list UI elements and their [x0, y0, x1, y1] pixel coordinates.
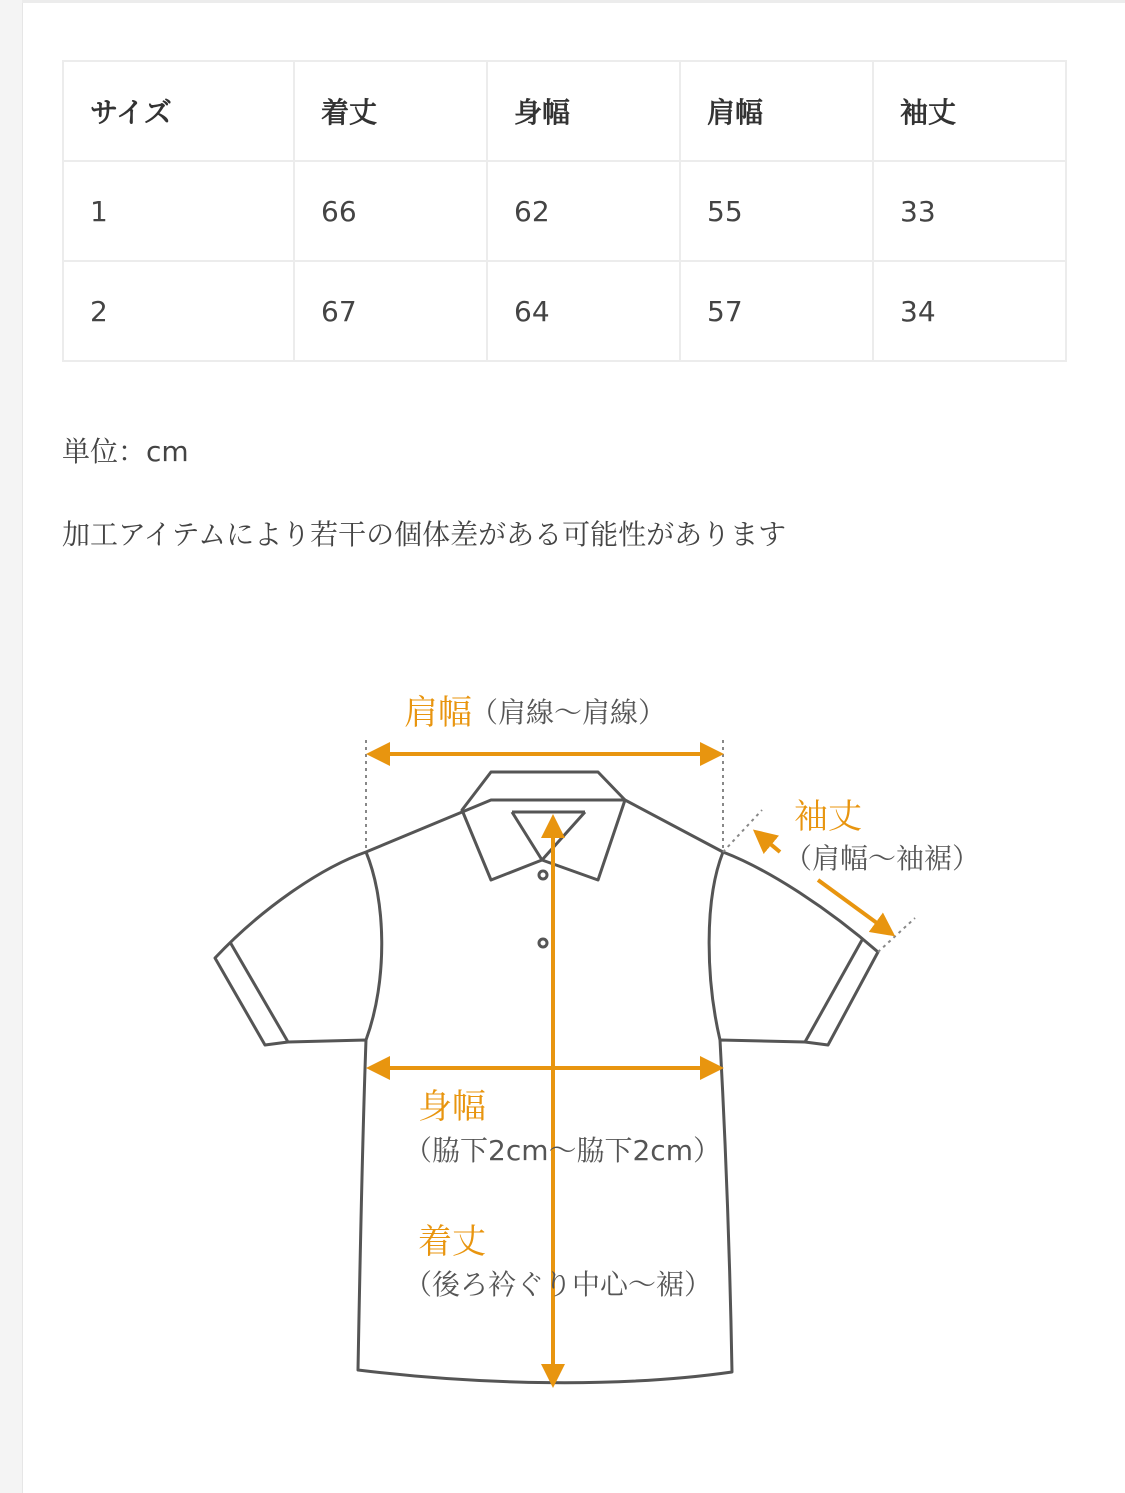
table-cell: 33 — [873, 161, 1066, 261]
header-chest: 身幅 — [487, 61, 680, 161]
left-gutter — [0, 0, 23, 1493]
table-row — [63, 261, 1066, 361]
size-chart-section — [62, 60, 1067, 362]
measurement-diagram — [200, 680, 1020, 1410]
size-table — [62, 60, 1067, 362]
sleeve-label: 袖丈 — [794, 797, 862, 837]
top-rule — [22, 0, 1125, 7]
table-cell: 67 — [294, 261, 487, 361]
header-shoulder: 肩幅 — [680, 61, 873, 161]
table-cell: 55 — [680, 161, 873, 261]
length-detail: （後ろ衿ぐり中心～裾） — [404, 1268, 713, 1301]
table-cell: 62 — [487, 161, 680, 261]
chest-detail: （脇下2cm～脇下2cm） — [404, 1134, 721, 1167]
shoulder-label: 肩幅 — [404, 693, 472, 733]
table-cell: 66 — [294, 161, 487, 261]
sleeve-arrow-bottom — [818, 880, 892, 934]
table-cell: 64 — [487, 261, 680, 361]
table-cell: 1 — [63, 161, 294, 261]
length-label: 着丈 — [418, 1222, 486, 1262]
sleeve-detail: （肩幅～袖裾） — [784, 842, 981, 875]
header-length: 着丈 — [294, 61, 487, 161]
shoulder-detail: （肩線～肩線） — [470, 696, 667, 729]
table-cell: 34 — [873, 261, 1066, 361]
unit-note: 単位：cm — [62, 435, 189, 468]
table-header-row — [63, 61, 1066, 161]
chest-label: 身幅 — [418, 1087, 486, 1127]
variance-note: 加工アイテムにより若干の個体差がある可能性があります — [62, 518, 787, 551]
table-cell: 57 — [680, 261, 873, 361]
header-sleeve: 袖丈 — [873, 61, 1066, 161]
table-cell: 2 — [63, 261, 294, 361]
sleeve-arrow-top — [756, 832, 780, 852]
table-row — [63, 161, 1066, 261]
header-size: サイズ — [63, 61, 294, 161]
